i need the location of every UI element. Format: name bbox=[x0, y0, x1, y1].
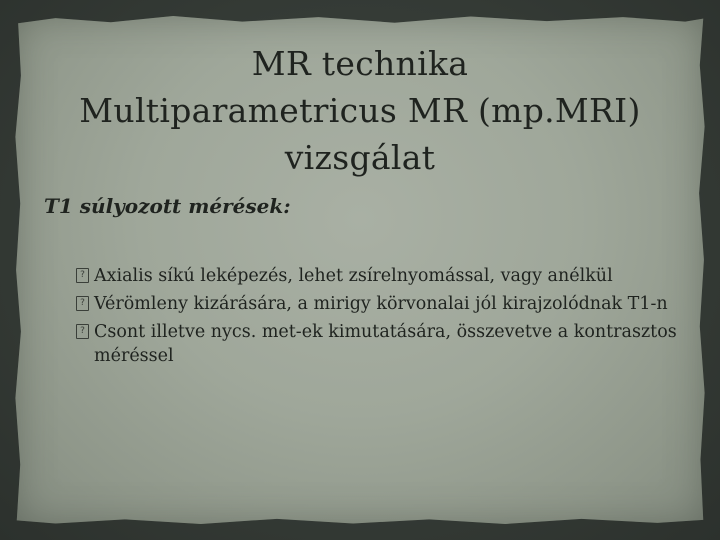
section-heading: T1 súlyozott mérések: bbox=[44, 194, 291, 218]
bullet-text: Axialis síkú leképezés, lehet zsírelnyomással, vagy anélkül bbox=[94, 266, 613, 286]
bullet-item bbox=[76, 264, 686, 288]
bullet-item bbox=[76, 320, 686, 368]
bullet-list bbox=[76, 264, 686, 372]
title-line-1: MR technika bbox=[251, 44, 469, 83]
bullet-item bbox=[76, 292, 686, 316]
missing-glyph-box-icon: ? bbox=[76, 324, 89, 339]
bullet-text: Vérömleny kizárására, a mirigy körvonalai jól kirajzolódnak T1-n bbox=[94, 294, 668, 314]
missing-glyph-box-icon: ? bbox=[76, 268, 89, 283]
bullet-text: Csont illetve nycs. met-ek kimutatására, összevetve a kontrasztos méréssel bbox=[94, 322, 677, 366]
missing-glyph-box-icon: ? bbox=[76, 296, 89, 311]
slide-title bbox=[20, 40, 700, 181]
title-line-3: vizsgálat bbox=[284, 138, 436, 177]
title-line-2: Multiparametricus MR (mp.MRI) bbox=[79, 91, 641, 130]
